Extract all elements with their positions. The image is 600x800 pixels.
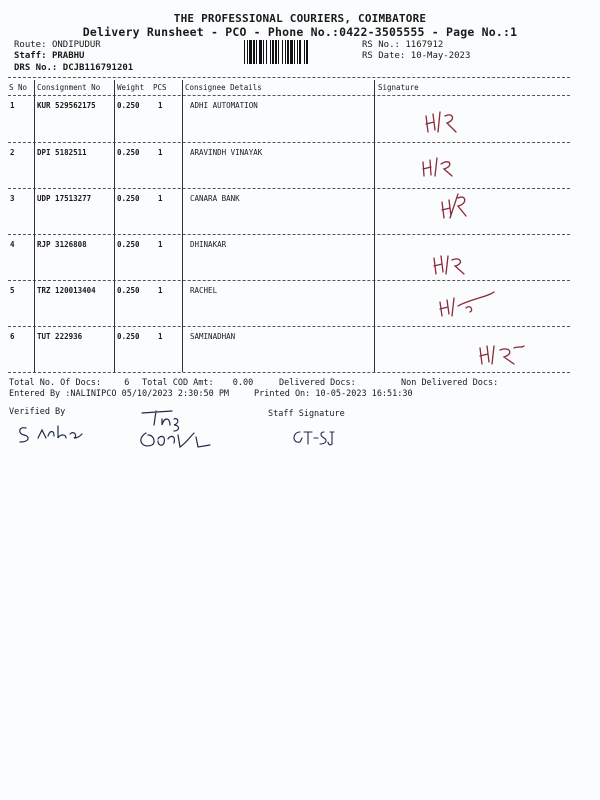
handwritten-signature <box>420 108 470 136</box>
col-divider <box>182 80 183 372</box>
table-cell-consignee: DHINAKAR <box>190 240 227 249</box>
table-cell-consignment: UDP 17513277 <box>37 194 92 203</box>
col-divider <box>114 80 115 372</box>
table-cell-weight: 0.250 <box>117 194 140 203</box>
runsheet-title: Delivery Runsheet - PCO - Phone No.:0422-3505555 - Page No.:1 <box>82 25 518 39</box>
table-cell-consignee: RACHEL <box>190 286 218 295</box>
verifier-signature <box>134 405 216 451</box>
route-label: Route: <box>14 40 47 50</box>
table-cell-sno: 6 <box>10 332 15 341</box>
row-divider <box>8 326 570 327</box>
table-cell-consignee: SAMINADHAN <box>190 332 236 341</box>
table-cell-consignment: TUT 222936 <box>37 332 83 341</box>
drs-line <box>14 63 133 73</box>
rs-no-value: 1167912 <box>405 40 444 50</box>
table-cell-sno: 1 <box>10 101 15 110</box>
staff-value: PRABHU <box>51 51 85 61</box>
table-cell-sno: 4 <box>10 240 15 249</box>
handwritten-signature <box>474 340 528 368</box>
row-divider <box>8 280 570 281</box>
company-title: THE PROFESSIONAL COURIERS, COIMBATORE <box>173 12 427 25</box>
total-docs-label: Total No. Of Docs: <box>9 378 102 388</box>
table-cell-pcs: 1 <box>158 240 163 249</box>
rs-date-value: 10-May-2023 <box>410 51 471 61</box>
col-header-weight: Weight <box>117 83 145 92</box>
col-divider <box>34 80 35 372</box>
handwritten-signature <box>434 286 498 320</box>
rs-no-line <box>362 40 443 50</box>
table-cell-pcs: 1 <box>158 194 163 203</box>
table-cell-consignee: ARAVINDH VINAYAK <box>190 148 263 157</box>
staff-line <box>14 51 84 61</box>
route-value: ONDIPUDUR <box>51 40 101 50</box>
col-header-consignment: Consignment No <box>37 83 101 92</box>
table-cell-pcs: 1 <box>158 148 163 157</box>
non-delivered-docs-label: Non Delivered Docs: <box>401 378 499 388</box>
table-cell-weight: 0.250 <box>117 101 140 110</box>
entered-by: Entered By :NALINIPCO 05/10/2023 2:30:50 PM <box>9 389 230 399</box>
total-cod <box>142 378 253 388</box>
table-cell-consignment: DPI 5182511 <box>37 148 87 157</box>
table-cell-pcs: 1 <box>158 101 163 110</box>
rs-date-line <box>362 51 470 61</box>
table-cell-consignee: ADHI AUTOMATION <box>190 101 258 110</box>
row-divider <box>8 188 570 189</box>
col-header-consignee: Consignee Details <box>185 83 262 92</box>
col-header-pcs: PCS <box>153 83 167 92</box>
drs-value: DCJB116791201 <box>62 63 134 73</box>
table-cell-pcs: 1 <box>158 286 163 295</box>
table-cell-sno: 2 <box>10 148 15 157</box>
handwritten-signature <box>428 252 478 278</box>
table-cell-weight: 0.250 <box>117 148 140 157</box>
col-header-signature: Signature <box>378 83 419 92</box>
drs-label: DRS No.: <box>14 63 58 73</box>
rs-date-label: RS Date: <box>362 51 406 61</box>
table-top-rule <box>8 77 570 78</box>
table-cell-weight: 0.250 <box>117 240 140 249</box>
table-cell-consignee: CANARA BANK <box>190 194 240 203</box>
handwritten-signature <box>436 188 476 222</box>
staff-handwritten-signature <box>290 426 338 448</box>
staff-signature-label: Staff Signature <box>268 409 345 419</box>
col-divider <box>374 80 375 372</box>
printed-on: Printed On: 10-05-2023 16:51:30 <box>254 389 413 399</box>
verified-by-label: Verified By <box>9 407 66 417</box>
table-cell-weight: 0.250 <box>117 286 140 295</box>
staff-label: Staff: <box>14 51 47 61</box>
route-line <box>14 40 101 50</box>
delivered-docs-label: Delivered Docs: <box>279 378 356 388</box>
total-docs-value: 6 <box>124 378 130 388</box>
table-cell-consignment: KUR 529562175 <box>37 101 96 110</box>
table-cell-sno: 3 <box>10 194 15 203</box>
row-divider <box>8 142 570 143</box>
total-docs <box>9 378 129 388</box>
table-cell-weight: 0.250 <box>117 332 140 341</box>
col-header-sno: S No <box>9 83 28 92</box>
table-bottom-rule <box>8 372 570 373</box>
handwritten-signature <box>418 152 468 180</box>
table-cell-consignment: RJP 3126808 <box>37 240 87 249</box>
rs-no-label: RS No.: <box>362 40 400 50</box>
table-cell-sno: 5 <box>10 286 15 295</box>
table-cell-consignment: TRZ 120013404 <box>37 286 96 295</box>
total-cod-value: 0.00 <box>232 378 254 388</box>
verifier-signature <box>14 420 84 446</box>
row-divider <box>8 234 570 235</box>
barcode <box>244 40 354 64</box>
total-cod-label: Total COD Amt: <box>142 378 214 388</box>
table-header-rule <box>8 95 570 96</box>
table-cell-pcs: 1 <box>158 332 163 341</box>
